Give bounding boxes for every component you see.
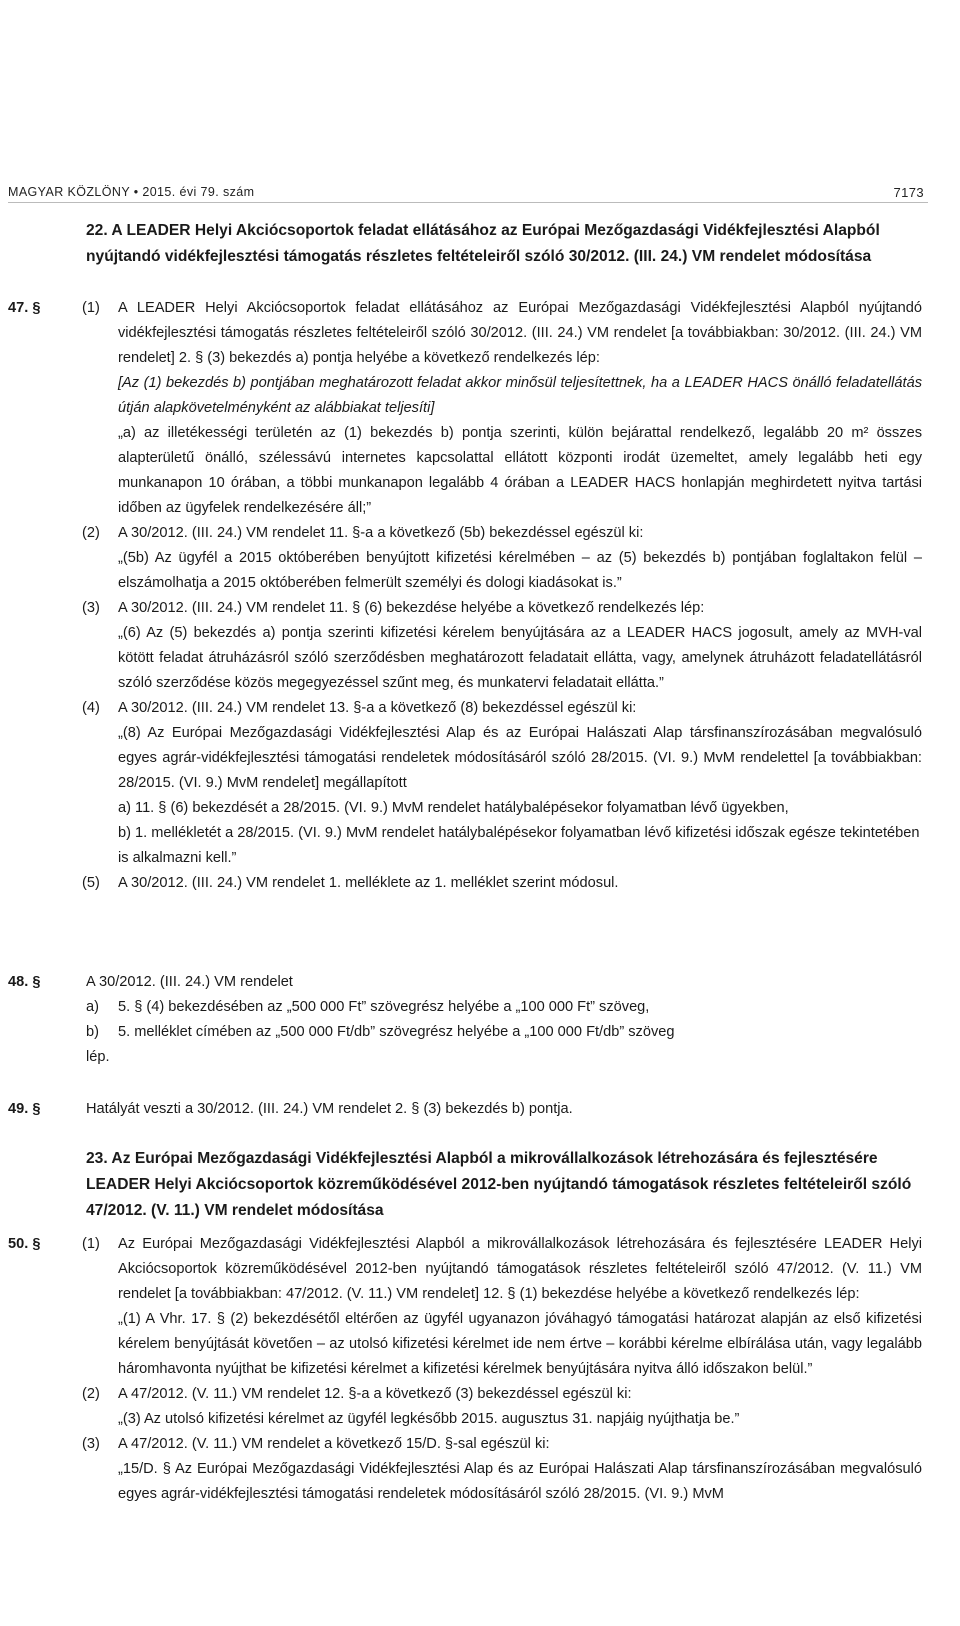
paragraph-number: 47. § — [8, 300, 41, 316]
quoted-text: „(8) Az Európai Mezőgazdasági Vidékfejlesztési Alap és az Európai Halászati Alap társfinanszírozásában megvalósuló egyes agrár-vidékfejlesztési támogatási rendeletek módosításáról szóló 28/2015. (VI. 9.) MvM rendelettel [a továbbiakban: 28/2015. (VI. 9.) MvM rendelet] megállapított — [118, 725, 922, 791]
paragraph-number: 48. § — [8, 974, 41, 990]
quoted-text: „(1) A Vhr. 17. § (2) bekezdésétől eltérően az ügyfél ugyanazon jóváhagyó támogatási határozat alapján az első kifizetési kérelem benyújtását követően – az utolsó kifizetési kérelmet ide nem értve – korábbi kérelme elbírálása után, vagy legalább háromhavonta nyújthat be kifizetési kérelmet a kifizetési kérelmek benyújtására nyitva álló időszakon belül.” — [118, 1311, 922, 1377]
paragraph-body — [82, 296, 922, 896]
quote-intro: [Az (1) bekezdés b) pontjában meghatározott feladat akkor minősül teljesítettnek, ha a LEADER HACS önálló feladatellátás útján alapkövetelményként az alábbiakat teljesíti] — [118, 375, 922, 416]
subsection-label: (2) — [82, 1386, 100, 1402]
point-b — [86, 1020, 922, 1045]
subsection-3 — [82, 596, 922, 696]
subsection-3 — [82, 1432, 922, 1507]
paragraph-number: 49. § — [8, 1101, 41, 1117]
header-divider — [8, 202, 928, 203]
subsection-1 — [82, 296, 922, 521]
subsection-text: A 30/2012. (III. 24.) VM rendelet 1. melléklete az 1. melléklet szerint módosul. — [118, 875, 619, 891]
paragraph-number: 50. § — [8, 1236, 41, 1252]
subsection-label: (4) — [82, 700, 100, 716]
subsection-text: A 47/2012. (V. 11.) VM rendelet 12. §-a a következő (3) bekezdéssel egészül ki: — [118, 1386, 632, 1402]
point-a: a) 11. § (6) bekezdését a 28/2015. (VI. 9.) MvM rendelet hatálybalépésekor folyamatban lévő ügyekben, — [118, 800, 789, 816]
paragraph-intro: A 30/2012. (III. 24.) VM rendelet — [86, 974, 293, 990]
subsection-text: A LEADER Helyi Akciócsoportok feladat ellátásához az Európai Mezőgazdasági Vidékfejlesztési Alapból nyújtandó vidékfejlesztési támogatás részletes feltételeiről szóló 30/2012. (III. 24.) VM rendelet [a továbbiakban: 30/2012. (III. 24.) VM rendelet] 2. § (3) bekezdés a) pontja helyébe a következő rendelkezés lép: — [118, 300, 922, 366]
quoted-text: „a) az illetékességi területén az (1) bekezdés b) pontja szerinti, külön bejárattal rendelkező, legalább 20 m² összes alapterületű önálló, szélessávú internetes kapcsolattal ellátott központi irodát üzemeltet, amely legalább heti egy munkanapon 10 órában, a többi munkanapon legalább 4 órában a LEADER HACS honlapján meghirdetett nyitva tartási időben az ügyfelek rendelkezésére áll;” — [118, 425, 922, 516]
quoted-text: „(6) Az (5) bekezdés a) pontja szerinti kifizetési kérelem benyújtására az a LEADER HACS jogosult, amely az MVH-val kötött feladat átruházásról szóló szerződésben meghatározott feladatait ellátta, vagy, amelynek átruházott feladatellátásról szóló szerződése közös megegyezéssel szűnt meg, és munkatervi feladatait ellátta.” — [118, 625, 922, 691]
subsection-2 — [82, 521, 922, 596]
point-a — [86, 995, 922, 1020]
page-number: 7173 — [893, 185, 924, 200]
paragraph-body — [82, 1232, 922, 1507]
subsection-text: A 30/2012. (III. 24.) VM rendelet 13. §-a a következő (8) bekezdéssel egészül ki: — [118, 700, 637, 716]
subsection-label: (2) — [82, 525, 100, 541]
quoted-text: „(3) Az utolsó kifizetési kérelmet az ügyfél legkésőbb 2015. augusztus 31. napjáig nyújthatja be.” — [118, 1411, 740, 1427]
journal-title: MAGYAR KÖZLÖNY • 2015. évi 79. szám — [8, 185, 255, 199]
subsection-5 — [82, 871, 922, 896]
subsection-text: A 30/2012. (III. 24.) VM rendelet 11. §-a a következő (5b) bekezdéssel egészül ki: — [118, 525, 644, 541]
subsection-text: A 30/2012. (III. 24.) VM rendelet 11. § (6) bekezdése helyébe a következő rendelkezés lép: — [118, 600, 705, 616]
paragraph-text: Hatályát veszti a 30/2012. (III. 24.) VM rendelet 2. § (3) bekezdés b) pontja. — [86, 1101, 573, 1117]
subsection-text: A 47/2012. (V. 11.) VM rendelet a következő 15/D. §-sal egészül ki: — [118, 1436, 550, 1452]
point-label: a) — [86, 999, 99, 1015]
section-title-23: 23. Az Európai Mezőgazdasági Vidékfejlesztési Alapból a mikrovállalkozások létrehozására és fejlesztésére LEADER Helyi Akciócsoportok közreműködésével 2012-ben nyújtandó támogatások részletes feltételeiről szóló 47/2012. (V. 11.) VM rendelet módosítása — [86, 1150, 912, 1219]
subsection-label: (3) — [82, 1436, 100, 1452]
quote-end: is alkalmazni kell.” — [118, 850, 237, 866]
subsection-label: (5) — [82, 875, 100, 891]
paragraph-body — [86, 970, 922, 1070]
point-label: b) — [86, 1024, 99, 1040]
quoted-text: „15/D. § Az Európai Mezőgazdasági Vidékfejlesztési Alap és az Európai Halászati Alap társfinanszírozásában megvalósuló egyes agrár-vidékfejlesztési támogatási rendeletek módosításáról szóló 28/2015. (VI. 9.) MvM — [118, 1461, 922, 1502]
subsection-label: (1) — [82, 300, 100, 316]
point-text: 5. melléklet címében az „500 000 Ft/db” szövegrész helyébe a „100 000 Ft/db” szöveg — [118, 1024, 675, 1040]
subsection-label: (1) — [82, 1236, 100, 1252]
point-b: b) 1. mellékletét a 28/2015. (VI. 9.) MvM rendelet hatálybalépésekor folyamatban lévő kifizetési időszak egésze tekintetében — [118, 825, 920, 841]
subsection-4 — [82, 696, 922, 871]
subsection-label: (3) — [82, 600, 100, 616]
subsection-text: Az Európai Mezőgazdasági Vidékfejlesztési Alapból a mikrovállalkozások létrehozására és fejlesztésére LEADER Helyi Akciócsoportok közreműködésével 2012-ben nyújtandó támogatások részletes feltételeiről szóló 47/2012. (V. 11.) VM rendelet [a továbbiakban: 47/2012. (V. 11.) VM rendelet] 12. § (1) bekezdése helyébe a következő rendelkezés lép: — [118, 1236, 922, 1302]
page-header — [8, 180, 924, 200]
section-title-22: 22. A LEADER Helyi Akciócsoportok feladat ellátásához az Európai Mezőgazdasági Vidékfejlesztési Alapból nyújtandó vidékfejlesztési támogatás részletes feltételeiről szóló 30/2012. (III. 24.) VM rendelet módosítása — [86, 222, 880, 265]
paragraph-end: lép. — [86, 1049, 110, 1065]
point-text: 5. § (4) bekezdésében az „500 000 Ft” szövegrész helyébe a „100 000 Ft” szöveg, — [118, 999, 650, 1015]
subsection-1 — [82, 1232, 922, 1382]
subsection-2 — [82, 1382, 922, 1432]
quoted-text: „(5b) Az ügyfél a 2015 októberében benyújtott kifizetési kérelmében – az (5) bekezdés b) pontjában foglaltakon felül – elszámolhatja a 2015 októberében felmerült személyi és dologi kiadásokat is.” — [118, 550, 922, 591]
